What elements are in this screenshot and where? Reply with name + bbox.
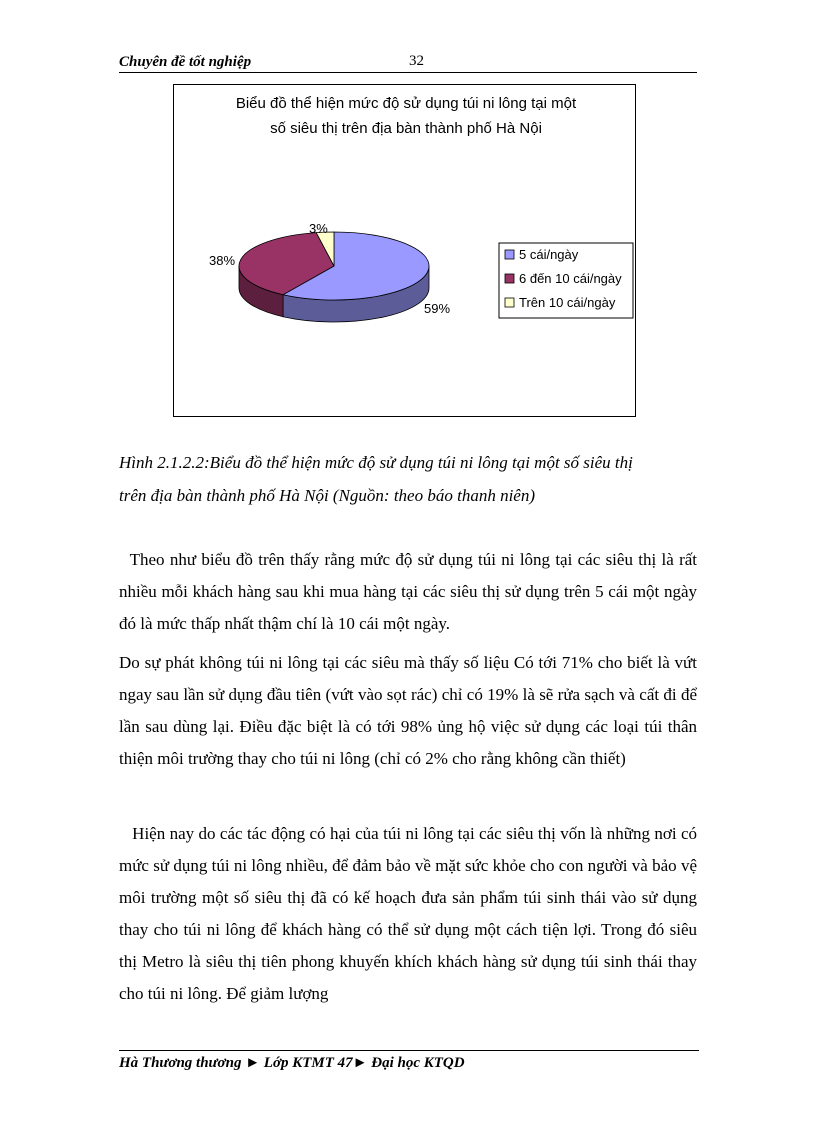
- page-number: 32: [409, 53, 424, 69]
- header-title: Chuyên đề tốt nghiệp: [119, 54, 252, 70]
- legend-label-2: Trên 10 cái/ngày: [519, 295, 616, 310]
- chart-legend: [499, 243, 633, 318]
- footer-divider: [119, 1050, 699, 1051]
- data-label-2: 3%: [309, 221, 328, 236]
- data-label-1: 38%: [209, 253, 236, 268]
- caption-line-1: Hình 2.1.2.2:Biểu đồ thể hiện mức độ sử dụng túi ni lông tại một số siêu thị: [119, 453, 633, 472]
- caption-line-2: trên địa bàn thành phố Hà Nội (Nguồn: theo báo thanh niên): [119, 486, 536, 505]
- legend-label-0: 5 cái/ngày: [519, 247, 579, 262]
- legend-swatch-2: [505, 298, 514, 307]
- paragraph-3: Hiện nay do các tác động có hại của túi ni lông tại các siêu thị vốn là những nơi có mức sử dụng túi ni lông nhiều, để đảm bảo về mặt sức khỏe cho con người và bảo vệ môi trường một số siêu thị đã có kế hoạch đưa sản phẩm túi sinh thái vào sử dụng thay cho túi ni lông để khách hàng có thể sử dụng một cách tiện lợi. Trong đó siêu thị Metro là siêu thị tiên phong khuyến khích khách hàng sử dụng túi sinh thái thay cho túi ni lông. Để giảm lượng: [119, 824, 702, 1003]
- legend-label-1: 6 đến 10 cái/ngày: [519, 271, 622, 286]
- chart-frame: [173, 84, 636, 417]
- data-label-0: 59%: [424, 301, 451, 316]
- paragraph-2: Do sự phát không túi ni lông tại các siêu mà thấy số liệu Có tới 71% cho biết là vứt ngay sau lần sử dụng đầu tiên (vứt vào sọt rác) chỉ có 19% là sẽ rửa sạch và cất đi để lần sau dùng lại. Điều đặc biệt là có tới 98% ủng hộ việc sử dụng các loại túi thân thiện môi trường thay cho túi ni lông (chỉ có 2% cho rằng không cần thiết): [119, 653, 697, 768]
- pie-chart: [174, 85, 637, 418]
- figure-caption: [119, 446, 699, 512]
- chart-title-line1: Biểu đồ thể hiện mức độ sử dụng túi ni lông tại một: [235, 95, 577, 112]
- page-footer: Hà Thương thương ► Lớp KTMT 47► Đại học KTQD: [119, 1055, 465, 1071]
- pie-group: [209, 221, 450, 322]
- page-header: [119, 52, 697, 73]
- legend-swatch-0: [505, 250, 514, 259]
- legend-swatch-1: [505, 274, 514, 283]
- chart-title-line2: số siêu thị trên địa bàn thành phố Hà Nội: [270, 120, 542, 137]
- paragraph-1: Theo như biểu đồ trên thấy rằng mức độ sử dụng túi ni lông tại các siêu thị là rất nhiều mỗi khách hàng sau khi mua hàng tại các siêu thị sử dụng trên 5 cái một ngày đó là mức thấp nhất thậm chí là 10 cái một ngày.: [119, 550, 702, 633]
